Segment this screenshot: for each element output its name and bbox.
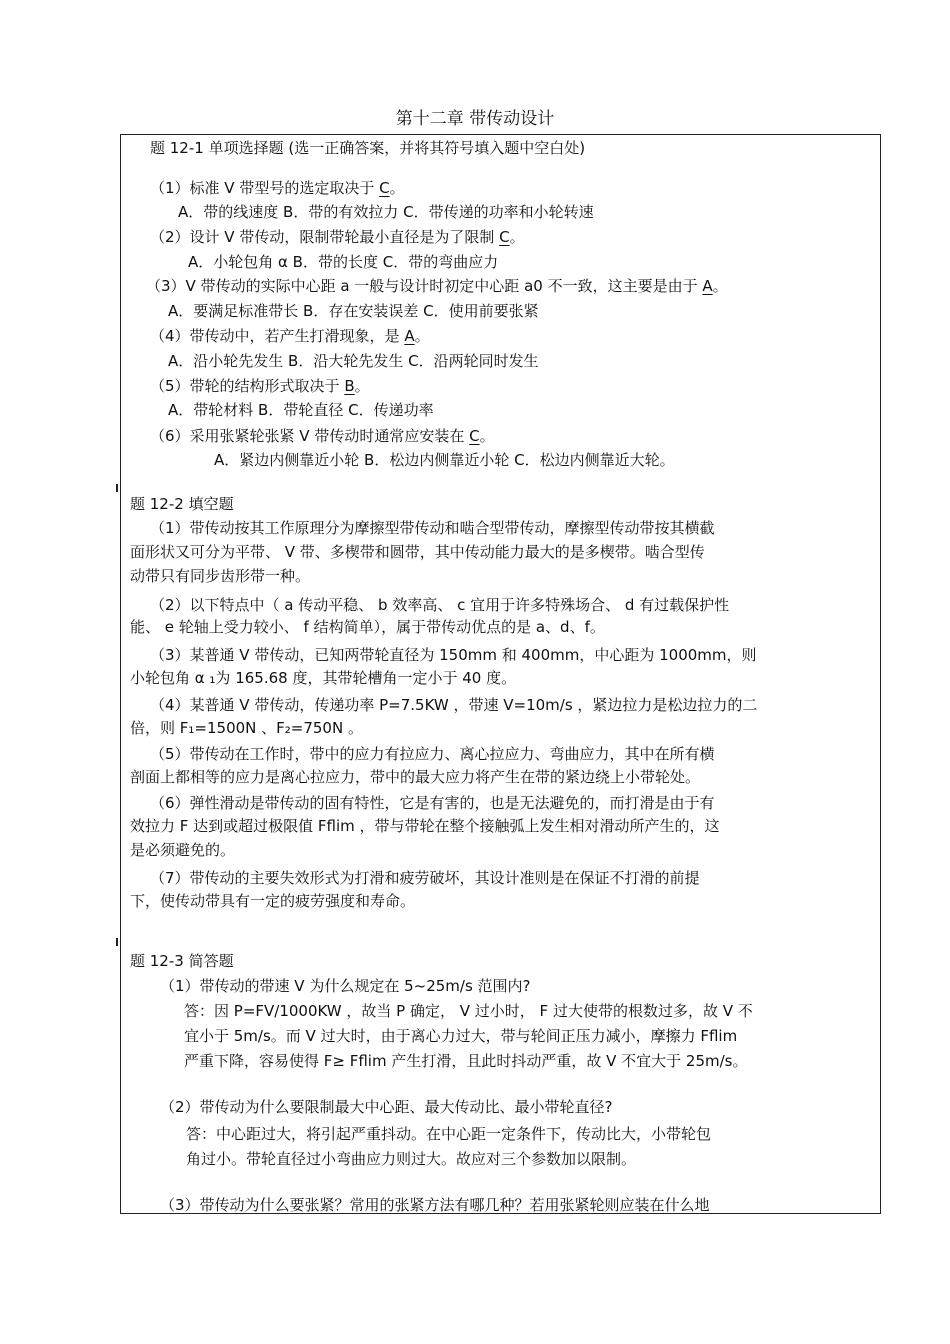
section-12-2-header: 题 12-2 填空题 <box>130 495 234 513</box>
answer: C <box>379 179 390 197</box>
fill-line: （6）弹性滑动是带传动的固有特性，它是有害的，也是无法避免的，而打滑是由于有 <box>150 794 715 812</box>
fill-line: 动带只有同步齿形带一种。 <box>130 567 311 585</box>
margin-mark <box>116 484 118 492</box>
fill-line: 小轮包角 α ₁为 165.68 度，其带轮槽角一定小于 40 度。 <box>130 669 517 687</box>
question-4-options: A．沿小轮先发生 B．沿大轮先发生 C．沿两轮同时发生 <box>168 352 539 370</box>
margin-mark <box>116 938 118 946</box>
question-3: （3）V 带传动的实际中心距 a 一般与设计时初定中心距 a0 不一致，这主要是由于 A。 <box>146 277 728 295</box>
section-12-1-header: 题 12-1 单项选择题 (选一正确答案，并将其符号填入题中空白处) <box>150 139 586 157</box>
fill-line: 是必须避免的。 <box>130 841 236 859</box>
section-12-3-header: 题 12-3 简答题 <box>130 952 234 970</box>
question-4: （4）带传动中，若产生打滑现象，是 A。 <box>150 327 430 345</box>
fill-line: （5）带传动在工作时，带中的应力有拉应力、离心拉应力、弯曲应力，其中在所有横 <box>150 745 715 763</box>
answer: A <box>404 327 415 345</box>
answer-line: 宜小于 5m/s。而 V 过大时，由于离心力过大，带与轮间正压力减小，摩擦力 Fflim <box>184 1027 738 1045</box>
question-2: （2）设计 V 带传动，限制带轮最小直径是为了限制 C。 <box>150 228 525 246</box>
question-5-options: A．带轮材料 B．带轮直径 C．传递功率 <box>168 401 434 419</box>
fill-line: 剖面上都相等的应力是离心拉应力，带中的最大应力将产生在带的紧边绕上小带轮处。 <box>130 768 701 786</box>
fill-line: 面形状又可分为平带、 V 带、多楔带和圆带，其中传动能力最大的是多楔带。啮合型传 <box>130 543 705 561</box>
answer-line: 答：因 P=FV/1000KW ，故当 P 确定， V 过小时， F 过大使带的根数过多，故 V 不 <box>184 1002 753 1020</box>
fill-line: 能、 e 轮轴上受力较小、 f 结构简单），属于带传动优点的是 a、d、f。 <box>130 618 605 636</box>
question-2-options: A．小轮包角 α B．带的长度 C．带的弯曲应力 <box>188 253 499 271</box>
question-1-options: A．带的线速度 B．带的有效拉力 C．带传递的功率和小轮转速 <box>178 203 594 221</box>
short-answer-question: （1）带传动的带速 V 为什么规定在 5~25m/s 范围内? <box>160 977 531 995</box>
fill-line: （4）某普通 V 带传动，传递功率 P=7.5KW ，带速 V=10m/s ，紧边拉力是松边拉力的二 <box>150 696 758 714</box>
fill-line: （7）带传动的主要失效形式为打滑和疲劳破坏，其设计准则是在保证不打滑的前提 <box>150 869 700 887</box>
short-answer-question: （3）带传动为什么要张紧？常用的张紧方法有哪几种？若用张紧轮则应装在什么地 <box>160 1196 710 1214</box>
short-answer-question: （2）带传动为什么要限制最大中心距、最大传动比、最小带轮直径? <box>160 1098 613 1116</box>
answer: C <box>499 228 510 246</box>
fill-line: （3）某普通 V 带传动，已知两带轮直径为 150mm 和 400mm，中心距为 1000mm，则 <box>150 646 757 664</box>
fill-line: 效拉力 F 达到或超过极限值 Fflim ，带与带轮在整个接触弧上发生相对滑动所产生的，这 <box>130 817 720 835</box>
page-title: 第十二章 带传动设计 <box>395 109 555 129</box>
question-5: （5）带轮的结构形式取决于 B。 <box>150 377 370 395</box>
fill-line: 倍，则 F₁=1500N 、F₂=750N 。 <box>130 719 363 737</box>
answer-line: 答：中心距过大，将引起严重抖动。在中心距一定条件下，传动比大，小带轮包 <box>186 1125 712 1143</box>
fill-line: （2）以下特点中（ a 传动平稳、 b 效率高、 c 宜用于许多特殊场合、 d 有过载保护性 <box>150 596 730 614</box>
answer-line: 严重下降，容易使得 F≥ Fflim 产生打滑，且此时抖动严重，故 V 不宜大于 25m/s。 <box>184 1052 748 1070</box>
question-6: （6）采用张紧轮张紧 V 带传动时通常应安装在 C。 <box>150 427 495 445</box>
question-6-options: A．紧边内侧靠近小轮 B．松边内侧靠近小轮 C．松边内侧靠近大轮。 <box>214 451 675 469</box>
question-3-options: A．要满足标准带长 B．存在安装误差 C．使用前要张紧 <box>168 302 539 320</box>
question-1: （1）标准 V 带型号的选定取决于 C。 <box>150 179 405 197</box>
fill-line: （1）带传动按其工作原理分为摩擦型带传动和啮合型带传动，摩擦型传动带按其横截 <box>150 519 715 537</box>
answer-line: 角过小。带轮直径过小弯曲应力则过大。故应对三个参数加以限制。 <box>186 1150 637 1168</box>
answer: C <box>469 427 480 445</box>
fill-line: 下，使传动带具有一定的疲劳强度和寿命。 <box>130 892 416 910</box>
answer: A <box>702 277 713 295</box>
answer: B <box>344 377 355 395</box>
